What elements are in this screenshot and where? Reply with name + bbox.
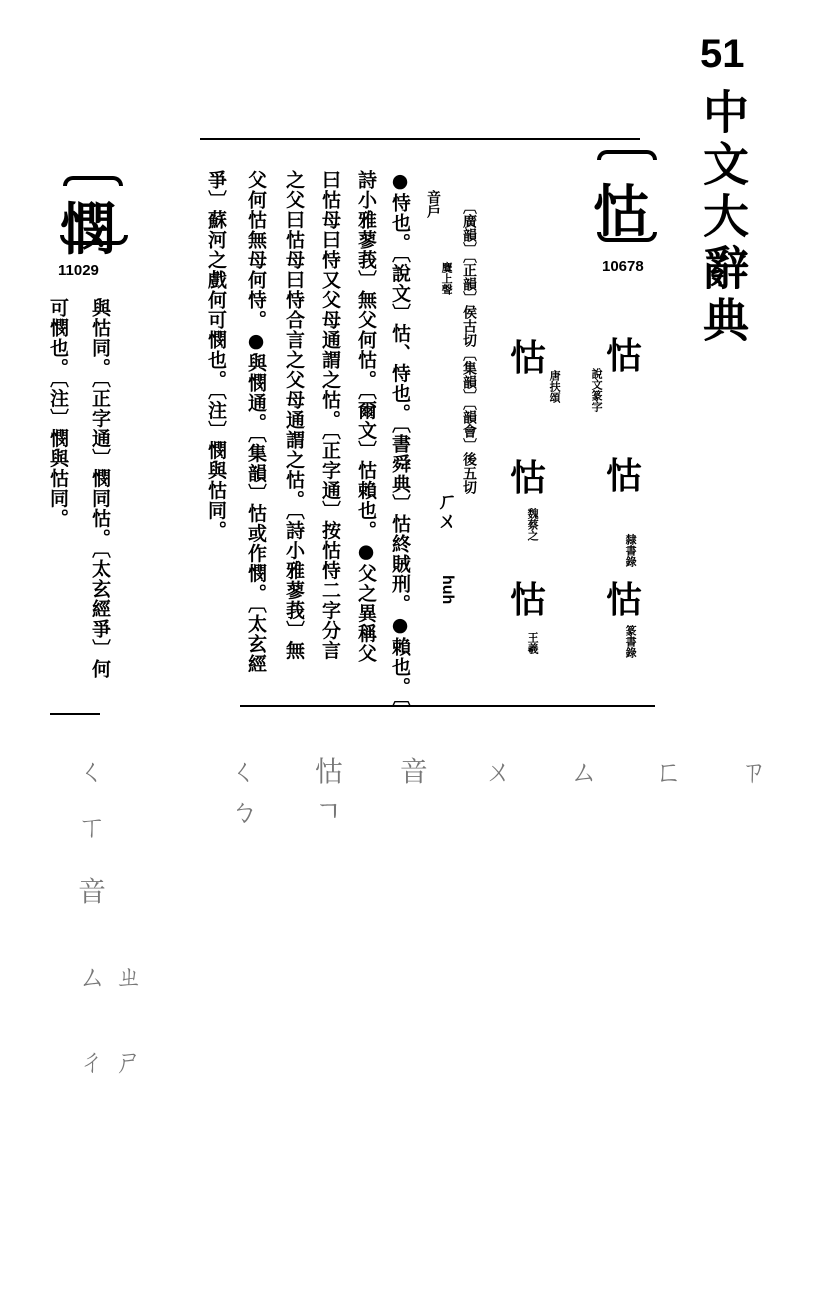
volume-number: 51	[700, 32, 745, 76]
variant-glyph: 怙	[510, 457, 547, 499]
bleed-through-mark: ㄒ	[78, 810, 107, 843]
variant-glyph: 怙	[606, 335, 643, 377]
variant-glyph: 怙	[510, 337, 547, 379]
definition-column: 曰怙母曰恃又父母通謂之怙。〔正字通〕按怙恃二字分言	[319, 170, 341, 661]
definition-column: 可憫也。〔注〕憫與怙同。	[47, 298, 69, 529]
variant-source: 魏蔡之	[526, 508, 540, 541]
definition-column: ●恃也。〔說文〕怙、恃也。〔書舜典〕怙終賊刑。●賴也。〔	[389, 170, 411, 708]
bleed-through-row: ㄑ 怙 音 ㄨ ㄙ ㄈ ㄗ ㄅ ㄱ	[230, 755, 792, 828]
bopomofo: ㄏㄨ	[434, 490, 458, 530]
pronunciation-homophone: 音戶	[425, 190, 441, 218]
definition-column: 詩小雅蓼莪〕無父何怙。〔爾文〕怙賴也。●父之異稱父	[355, 170, 377, 664]
head-character: 憫	[60, 197, 116, 263]
head-bracket-bottom	[597, 232, 657, 242]
bleed-through-mark: 音	[78, 875, 107, 908]
variant-glyph: 怙	[606, 455, 643, 497]
variant-source: 隸書錄	[624, 534, 638, 567]
definition-column: 與怙同。〔正字通〕憫同怙。〔太玄經爭〕何	[89, 298, 111, 679]
romanization: huh	[439, 575, 456, 605]
entry-bottom-rule	[240, 705, 655, 707]
definition-column: 父何怙無母何恃。●與憫通。〔集韻〕怙或作憫。〔太玄經	[245, 170, 267, 674]
book-title: 中文大辭典	[696, 88, 750, 348]
bleed-through-mark: ㄔ ㄕ	[78, 1045, 143, 1078]
bleed-through-mark: ㄙ ㄓ	[78, 960, 143, 993]
variant-source: 篆書錄	[624, 625, 638, 658]
definition-column: 爭〕蘇河之戲何可憫也。〔注〕憫與怙同。	[205, 170, 227, 541]
column-end-rule	[50, 713, 100, 715]
entry-number: 11029	[58, 262, 99, 279]
definition-column: 之父曰怙母曰恃合言之父母通謂之怙。〔詩小雅蓼莪〕無	[283, 170, 305, 661]
entry-number: 10678	[602, 258, 644, 275]
head-bracket-bottom	[60, 235, 128, 245]
variant-source: 說文篆字	[590, 368, 604, 412]
head-character: 怙	[593, 179, 649, 245]
variant-glyph: 怙	[510, 579, 547, 621]
head-bracket-top	[63, 176, 123, 186]
head-bracket-top	[597, 150, 657, 160]
pronunciation-sources: 〔廣韻〕〔正韻〕侯古切〔集韻〕〔韻會〕後五切	[461, 200, 477, 494]
pronunciation-rhyme: 麌上聲	[440, 262, 454, 295]
variant-source: 王羲	[526, 632, 540, 654]
bleed-through-mark: ㄑ	[78, 755, 107, 788]
variant-glyph: 怙	[606, 579, 643, 621]
variant-source: 唐扶頌	[548, 370, 562, 403]
entry-top-rule	[200, 138, 640, 140]
